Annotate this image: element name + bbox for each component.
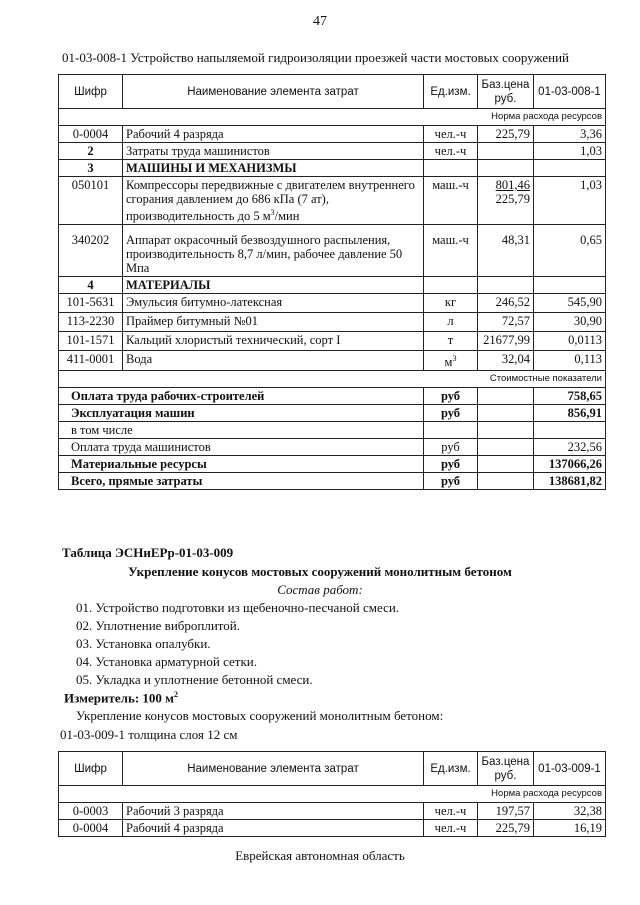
table-row bbox=[59, 351, 606, 371]
header-price: Баз.цена руб. bbox=[478, 75, 534, 109]
row-code: 3 bbox=[59, 160, 123, 177]
row-unit: кг bbox=[424, 294, 478, 313]
table-row bbox=[59, 294, 606, 313]
row-unit: чел.-ч bbox=[424, 803, 478, 820]
row-name: МАШИНЫ И МЕХАНИЗМЫ bbox=[123, 160, 424, 177]
header-norm-code: 01-03-009-1 bbox=[534, 752, 606, 786]
header-code: Шифр bbox=[59, 75, 123, 109]
row-unit: чел.-ч bbox=[424, 820, 478, 837]
row-name: Компрессоры передвижные с двигателем внутреннего сгорания давлением до 686 кПа (7 ат), производительность до 5 $м^3$/мин bbox=[123, 177, 424, 225]
row-unit: т bbox=[424, 332, 478, 351]
table-row bbox=[59, 313, 606, 332]
row-unit: чел.-ч bbox=[424, 143, 478, 160]
cost-row bbox=[59, 473, 606, 490]
row-price: 246,52 bbox=[478, 294, 534, 313]
row-unit: маш.-ч bbox=[424, 177, 478, 225]
table-row bbox=[59, 126, 606, 143]
row-norm: 0,113 bbox=[534, 351, 606, 371]
cost-row bbox=[59, 439, 606, 456]
header-norm-code: 01-03-008-1 bbox=[534, 75, 606, 109]
table-row bbox=[59, 803, 606, 820]
header-name: Наименование элемента затрат bbox=[123, 752, 424, 786]
cost-name: Оплата труда рабочих-строителей bbox=[59, 388, 424, 405]
row-unit: чел.-ч bbox=[424, 126, 478, 143]
row-code: 101-5631 bbox=[59, 294, 123, 313]
work-item: 03. Установка опалубки. bbox=[76, 636, 211, 651]
row-norm: 1,03 bbox=[534, 177, 606, 225]
table-title: Таблица ЭСНиЕРр-01-03-009 bbox=[62, 545, 234, 560]
subheader-row bbox=[59, 786, 606, 803]
measurement-unit: Измеритель: 100 $м^2$ bbox=[64, 690, 179, 706]
cost-name: Всего, прямые затраты bbox=[59, 473, 424, 490]
row-code: 0-0004 bbox=[59, 126, 123, 143]
row-price: 32,04 bbox=[478, 351, 534, 371]
row-norm: 3,36 bbox=[534, 126, 606, 143]
cost-value: 856,91 bbox=[534, 405, 606, 422]
row-norm: 30,90 bbox=[534, 313, 606, 332]
subheader-row bbox=[59, 109, 606, 126]
row-price: 72,57 bbox=[478, 313, 534, 332]
header-unit: Ед.изм. bbox=[424, 752, 478, 786]
cost-row bbox=[59, 456, 606, 473]
cost-value: 758,65 bbox=[534, 388, 606, 405]
section-heading: 01-03-008-1 Устройство напыляемой гидроизоляции проезжей части мостовых сооружений bbox=[62, 50, 569, 65]
row-code: 050101 bbox=[59, 177, 123, 225]
header-unit: Ед.изм. bbox=[424, 75, 478, 109]
cost-unit: руб bbox=[424, 439, 478, 456]
row-price: 21677,99 bbox=[478, 332, 534, 351]
row-code: 101-1571 bbox=[59, 332, 123, 351]
row-norm: 1,03 bbox=[534, 143, 606, 160]
row-price bbox=[478, 177, 534, 225]
row-price: 197,57 bbox=[478, 803, 534, 820]
cost-name: Оплата труда машинистов bbox=[59, 439, 424, 456]
row-name: МАТЕРИАЛЫ bbox=[123, 277, 424, 294]
work-item: 02. Уплотнение виброплитой. bbox=[76, 618, 241, 633]
work-item: 05. Укладка и уплотнение бетонной смеси. bbox=[76, 672, 313, 687]
row-price: 48,31 bbox=[478, 225, 534, 277]
table-subtitle: Укрепление конусов мостовых сооружений монолитным бетоном bbox=[128, 564, 512, 579]
row-name: Вода bbox=[123, 351, 424, 371]
work-item: 01. Устройство подготовки из щебеночно-песчаной смеси. bbox=[76, 600, 400, 615]
cost-row bbox=[59, 422, 606, 439]
composition-heading: Состав работ: bbox=[277, 582, 363, 597]
row-code: 2 bbox=[59, 143, 123, 160]
row-norm: 0,0113 bbox=[534, 332, 606, 351]
cost-name: Эксплуатация машин bbox=[59, 405, 424, 422]
row-norm: 16,19 bbox=[534, 820, 606, 837]
row-code: 0-0003 bbox=[59, 803, 123, 820]
resource-table-2 bbox=[58, 751, 606, 837]
row-unit: л bbox=[424, 313, 478, 332]
row-name: Аппарат окрасочный безвоздушного распыления, производительность 8,7 л/мин, рабочее давление 50 Мпа bbox=[123, 225, 424, 277]
row-name: Праймер битумный №01 bbox=[123, 313, 424, 332]
row-code: 411-0001 bbox=[59, 351, 123, 371]
cost-value: 232,56 bbox=[534, 439, 606, 456]
table-row bbox=[59, 225, 606, 277]
row-name: Кальций хлористый технический, сорт I bbox=[123, 332, 424, 351]
work-description: Укрепление конусов мостовых сооружений монолитным бетоном: bbox=[76, 708, 444, 723]
table-row bbox=[59, 332, 606, 351]
row-price: 225,79 bbox=[478, 126, 534, 143]
cost-subheader: Стоимостные показатели bbox=[59, 371, 606, 388]
cost-name: Материальные ресурсы bbox=[59, 456, 424, 473]
table-header-row bbox=[59, 75, 606, 109]
cost-unit bbox=[424, 422, 478, 439]
price-value: 801,46 bbox=[495, 178, 530, 192]
row-name: Рабочий 3 разряда bbox=[123, 803, 424, 820]
cost-unit: руб bbox=[424, 388, 478, 405]
table-row bbox=[59, 143, 606, 160]
row-name: Рабочий 4 разряда bbox=[123, 820, 424, 837]
subheader-norm: Норма расхода ресурсов bbox=[59, 786, 606, 803]
page-footer: Еврейская автономная область bbox=[235, 848, 405, 863]
cost-unit: руб bbox=[424, 405, 478, 422]
cost-subheader-row bbox=[59, 371, 606, 388]
cost-row bbox=[59, 388, 606, 405]
row-norm: 32,38 bbox=[534, 803, 606, 820]
cost-value: 137066,26 bbox=[534, 456, 606, 473]
row-code: 4 bbox=[59, 277, 123, 294]
row-norm: 545,90 bbox=[534, 294, 606, 313]
cost-unit: руб bbox=[424, 456, 478, 473]
row-code: 0-0004 bbox=[59, 820, 123, 837]
cost-row bbox=[59, 405, 606, 422]
table-row-section bbox=[59, 277, 606, 294]
page-number: 47 bbox=[313, 14, 327, 29]
norm-code-line: 01-03-009-1 толщина слоя 12 см bbox=[60, 727, 238, 742]
header-name: Наименование элемента затрат bbox=[123, 75, 424, 109]
subheader-norm: Норма расхода ресурсов bbox=[59, 109, 606, 126]
row-code: 340202 bbox=[59, 225, 123, 277]
row-code: 113-2230 bbox=[59, 313, 123, 332]
row-norm: 0,65 bbox=[534, 225, 606, 277]
resource-table-1 bbox=[58, 74, 606, 490]
row-name: Рабочий 4 разряда bbox=[123, 126, 424, 143]
cost-value: 138681,82 bbox=[534, 473, 606, 490]
row-unit: маш.-ч bbox=[424, 225, 478, 277]
table-header-row bbox=[59, 752, 606, 786]
cost-unit: руб bbox=[424, 473, 478, 490]
table-row-section bbox=[59, 160, 606, 177]
price-value-2: 225,79 bbox=[495, 192, 530, 206]
row-name: Затраты труда машинистов bbox=[123, 143, 424, 160]
cost-value bbox=[534, 422, 606, 439]
cost-name: в том числе bbox=[59, 422, 424, 439]
row-price: 225,79 bbox=[478, 820, 534, 837]
header-code: Шифр bbox=[59, 752, 123, 786]
row-price bbox=[478, 143, 534, 160]
table-row bbox=[59, 177, 606, 225]
work-item: 04. Установка арматурной сетки. bbox=[76, 654, 257, 669]
row-name: Эмульсия битумно-латексная bbox=[123, 294, 424, 313]
header-price: Баз.цена руб. bbox=[478, 752, 534, 786]
table-row bbox=[59, 820, 606, 837]
row-unit: $м^3$ bbox=[424, 351, 478, 371]
